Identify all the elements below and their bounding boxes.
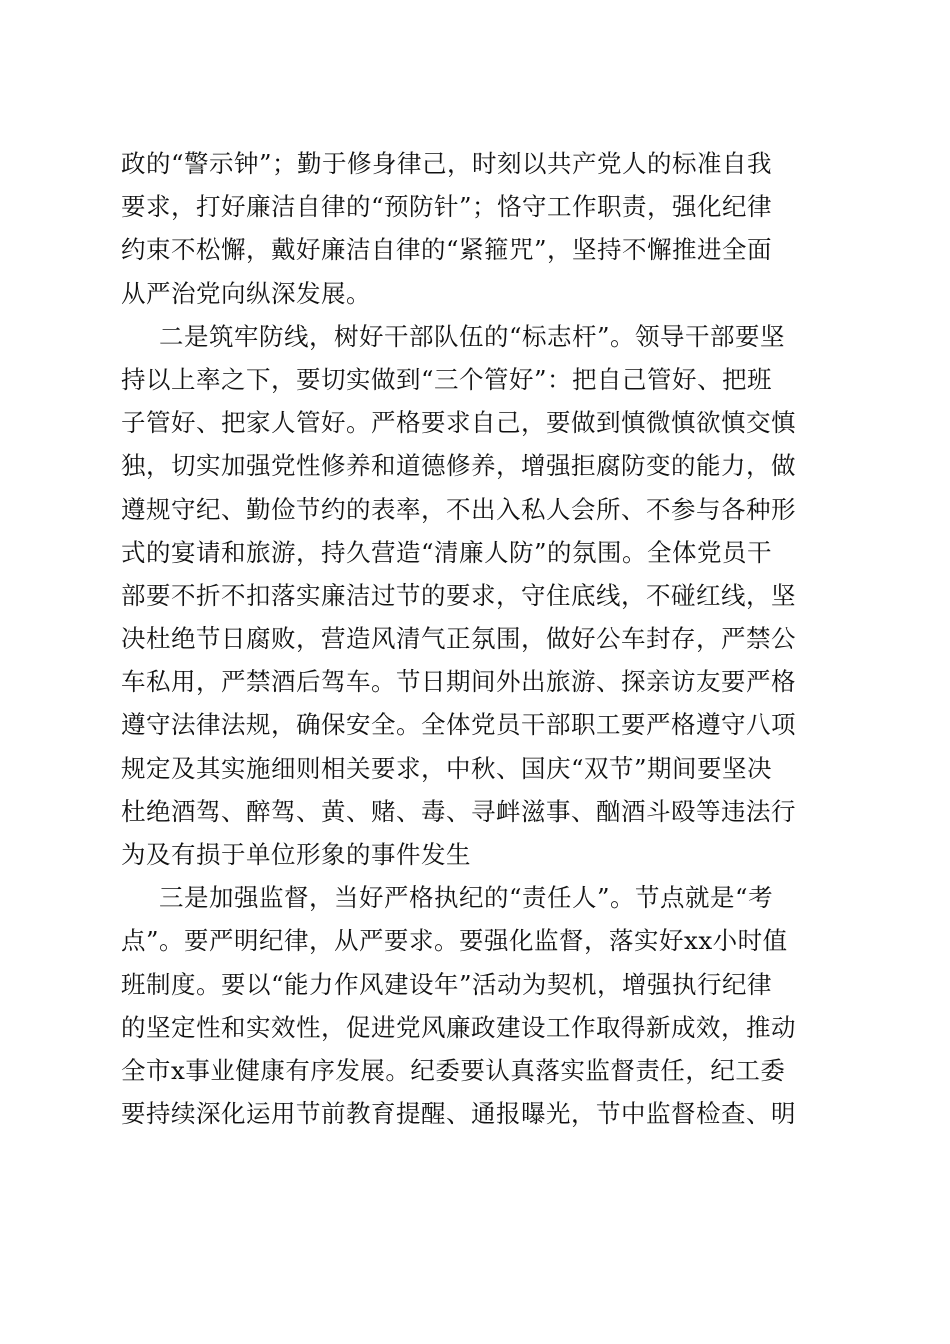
text-line: 从严治党向纵深发展。: [121, 278, 371, 308]
text-line: 遵守法律法规，确保安全。全体党员干部职工要严格遵守八项: [121, 710, 796, 740]
text-line: 规定及其实施细则相关要求，中秋、国庆“双节”期间要坚决: [121, 753, 773, 783]
document-body: [121, 142, 831, 1135]
paragraph-point-three: [121, 876, 831, 1135]
text-line: 约束不松懈，戴好廉洁自律的“紧箍咒”，坚持不懈推进全面: [121, 235, 773, 265]
text-line: 的坚定性和实效性，促进党风廉政建设工作取得新成效，推动: [121, 1012, 796, 1042]
text-line: 子管好、把家人管好。严格要求自己，要做到慎微慎欲慎交慎: [121, 408, 796, 438]
text-line: 三是加强监督，当好严格执纪的“责任人”。节点就是“考: [159, 883, 774, 913]
text-line: 杜绝酒驾、醉驾、黄、赌、毒、寻衅滋事、酗酒斗殴等违法行: [121, 796, 796, 826]
text-line: 决杜绝节日腐败，营造风清气正氛围，做好公车封存，严禁公: [121, 624, 796, 654]
text-line: 车私用，严禁酒后驾车。节日期间外出旅游、探亲访友要严格: [121, 667, 796, 697]
text-line: 要持续深化运用节前教育提醒、通报曝光，节中监督检查、明: [121, 1099, 796, 1129]
text-line: 式的宴请和旅游，持久营造“清廉人防”的氛围。全体党员干: [121, 537, 773, 567]
paragraph-continuation: [121, 142, 831, 315]
text-line: 二是筑牢防线，树好干部队伍的“标志杆”。领导干部要坚: [159, 321, 786, 351]
text-line: 点”。要严明纪律，从严要求。要强化监督，落实好xx小时值: [121, 926, 788, 956]
text-line: 独，切实加强党性修养和道德修养，增强拒腐防变的能力，做: [121, 451, 796, 481]
text-line: 要求，打好廉洁自律的“预防针”；恪守工作职责，强化纪律: [121, 192, 773, 222]
text-line: 部要不折不扣落实廉洁过节的要求，守住底线，不碰红线，坚: [121, 580, 796, 610]
text-line: 政的“警示钟”；勤于修身律己，时刻以共产党人的标准自我: [121, 149, 773, 178]
text-line: 遵规守纪、勤俭节约的表率，不出入私人会所、不参与各种形: [121, 494, 796, 524]
text-line: 全市x事业健康有序发展。纪委要认真落实监督责任，纪工委: [121, 1055, 786, 1085]
text-line: 为及有损于单位形象的事件发生: [121, 840, 471, 869]
text-line: 班制度。要以“能力作风建设年”活动为契机，增强执行纪律: [121, 969, 773, 999]
paragraph-point-two: [121, 315, 831, 876]
text-line: 持以上率之下，要切实做到“三个管好”：把自己管好、把班: [121, 364, 773, 394]
